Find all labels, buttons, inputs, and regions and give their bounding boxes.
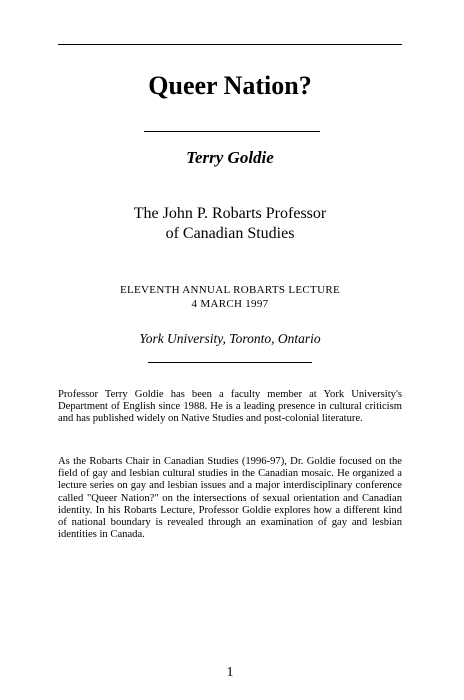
page-number: 1 xyxy=(226,665,234,680)
top-rule xyxy=(58,44,402,45)
location-divider-rule xyxy=(148,362,312,363)
lecture-date: 4 MARCH 1997 xyxy=(191,298,269,310)
lecture-info xyxy=(58,283,402,311)
bio-paragraph: Professor Terry Goldie has been a faculty member at York University's Department of English since 1988. He is a leading presence in cultural criticism and has published widely on Native Studies and post-colonial literature. xyxy=(58,389,402,425)
lecture-name: ELEVENTH ANNUAL ROBARTS LECTURE xyxy=(120,284,340,296)
chair-title-line-1: The John P. Robarts Professor xyxy=(133,205,327,222)
lecture-location: York University, Toronto, Ontario xyxy=(139,331,321,346)
page-title: Queer Nation? xyxy=(148,71,312,100)
chair-title-line-2: of Canadian Studies xyxy=(165,225,295,242)
chair-title xyxy=(58,204,402,244)
chair-paragraph: As the Robarts Chair in Canadian Studies (1996-97), Dr. Goldie focused on the field of gay and lesbian cultural studies in the Canadian mosaic. He organized a lecture series on gay and lesbian issues and a major interdisciplinary conference called "Queer Nation?" on the intersections of sexual orientation and Canadian identity. In his Robarts Lecture, Professor Goldie explores how a different kind of national boundary is revealed through an examination of gay and lesbian identities in Canada. xyxy=(58,456,402,541)
author-name: Terry Goldie xyxy=(186,148,274,167)
title-divider-rule xyxy=(144,131,320,132)
